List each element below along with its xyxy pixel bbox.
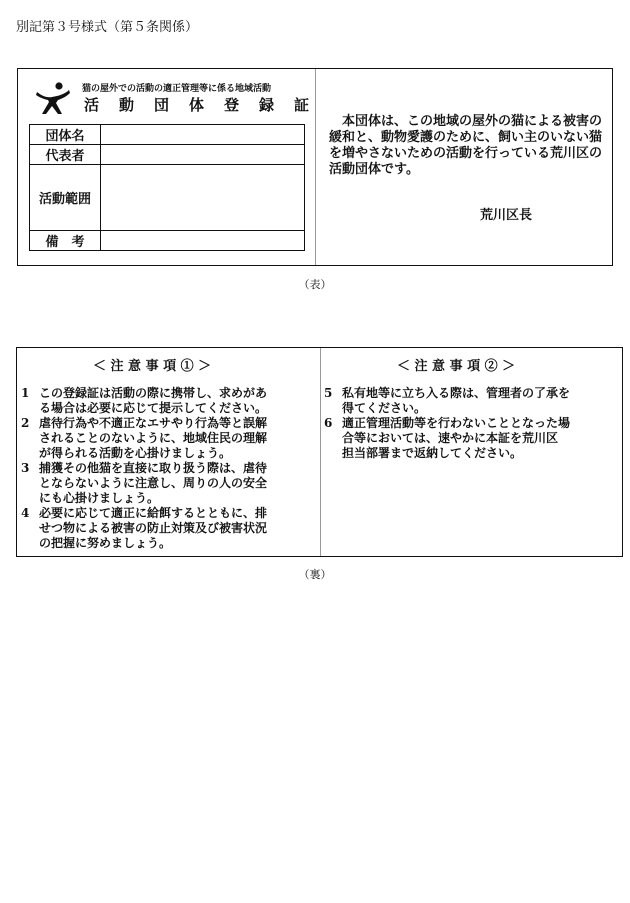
back-caption: （裏） xyxy=(298,568,332,581)
field-label-activity-area: 活動範囲 xyxy=(30,165,101,231)
registration-card-back xyxy=(16,347,623,557)
issuer-name: 荒川区長 xyxy=(480,208,533,223)
field-value-remarks xyxy=(101,231,305,251)
notes-list-2 xyxy=(324,386,616,461)
card-subtitle: 猫の屋外での活動の適正管理等に係る地域活動 xyxy=(82,84,272,94)
table-row xyxy=(30,165,305,231)
list-item: 5 私有地等に立ち入る際は、管理者の了承を 得てください。 xyxy=(324,386,571,415)
list-item: 2 虐待行為や不適正なエサやり行為等と誤解 されることのないように、地域住民の理解 が得られる活動を心掛けましょう。 xyxy=(21,416,268,460)
table-row xyxy=(30,231,305,251)
notes-list-1 xyxy=(21,386,311,551)
card-divider xyxy=(315,69,316,265)
list-item: 1 この登録証は活動の際に携帯し、求めがあ る場合は必要に応じて提示してください。 xyxy=(21,386,268,415)
card-divider xyxy=(320,348,321,556)
list-item: 3 捕獲その他猫を直接に取り扱う際は、虐待 とならないように注意し、周りの人の安全 にも心掛けましょう。 xyxy=(21,461,268,505)
notes-heading-2: ＜ 注 意 事 項 ② ＞ xyxy=(397,359,516,374)
registration-table xyxy=(29,124,305,251)
registration-card-front xyxy=(17,68,613,266)
field-value-group-name xyxy=(101,125,305,145)
field-label-remarks: 備 考 xyxy=(30,231,101,251)
field-label-representative: 代表者 xyxy=(30,145,101,165)
cat-logo-icon xyxy=(35,81,71,115)
notes-heading-1: ＜ 注 意 事 項 ① ＞ xyxy=(93,359,212,374)
form-number: 別記第３号様式（第５条関係） xyxy=(16,20,199,35)
list-item: 6 適正管理活動等を行わないこととなった場 合等においては、速やかに本証を荒川区 担当部署まで返納してください。 xyxy=(324,416,571,460)
field-value-representative xyxy=(101,145,305,165)
table-row xyxy=(30,145,305,165)
list-item: 4 必要に応じて適正に給餌するとともに、排 せつ物による被害の防止対策及び被害状況 の把握に努めましょう。 xyxy=(21,506,268,550)
front-caption: （表） xyxy=(298,278,332,291)
table-row xyxy=(30,125,305,145)
certification-statement: 本団体は、この地域の屋外の猫による被害の緩和と、動物愛護のために、飼い主のいない猫を増やさないための活動を行っている荒川区の活動団体です。 xyxy=(329,114,603,177)
field-label-group-name: 団体名 xyxy=(30,125,101,145)
field-value-activity-area xyxy=(101,165,305,231)
card-title: 活動団体登録証 xyxy=(84,96,330,114)
